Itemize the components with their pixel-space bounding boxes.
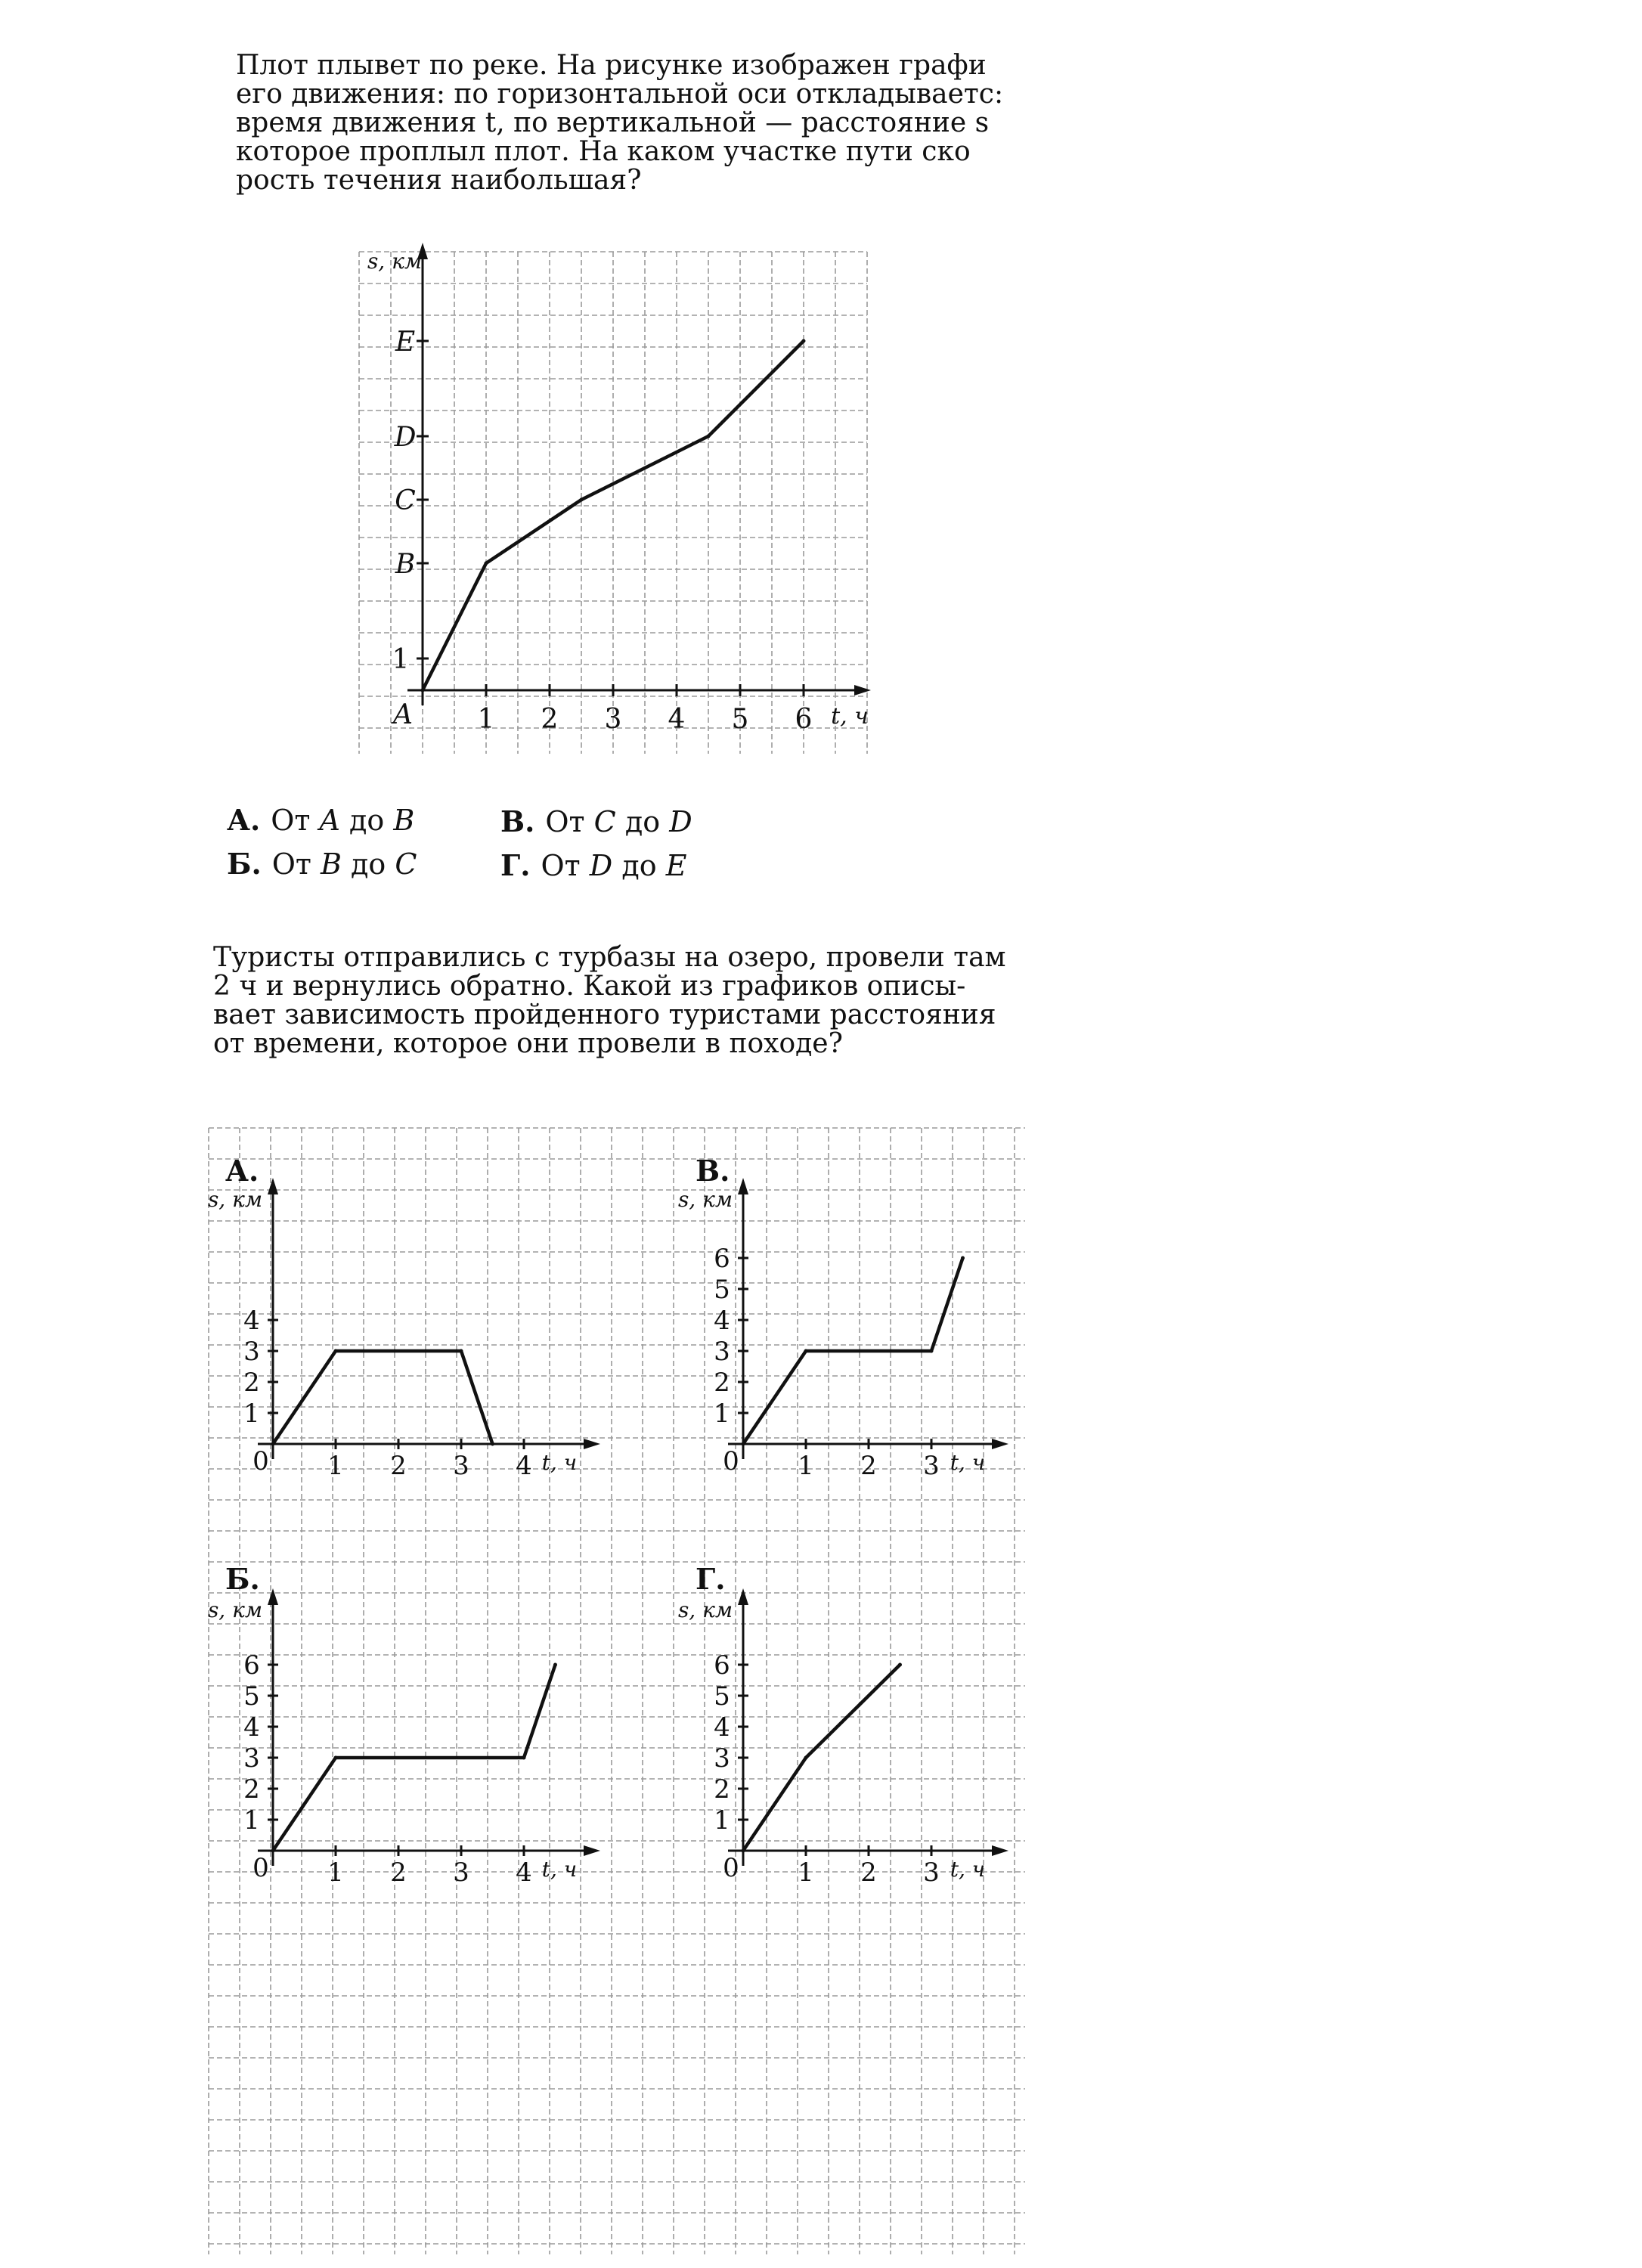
problem2-line: Туристы отправились с турбазы на озеро, провели там	[213, 943, 1006, 973]
y-tick-label: 2	[243, 1774, 260, 1805]
raft-point	[802, 339, 806, 343]
x-tick-label: 2	[390, 1857, 407, 1888]
option-b: Б. От B до C	[227, 847, 417, 881]
data-point	[460, 1349, 463, 1353]
y-tick-label: 1	[392, 644, 410, 675]
y-tick-label: 2	[243, 1368, 260, 1398]
tourist-chart-v	[678, 1154, 1008, 1481]
x-tick-label: 4	[516, 1451, 532, 1481]
tourist-chart-a	[208, 1154, 600, 1481]
origin-label: 0	[723, 1446, 739, 1476]
problem1-line: время движения t, по вертикальной — расстояние s	[236, 107, 990, 138]
y-axis-label: s, км	[677, 1597, 733, 1622]
panel-label: Б.	[225, 1562, 260, 1596]
x-axis-arrow	[584, 1845, 600, 1856]
y-tick-label: 1	[243, 1399, 260, 1429]
option-letter: Б.	[227, 847, 262, 881]
option-letter: В.	[500, 804, 535, 838]
y-tick-label: 3	[243, 1337, 260, 1367]
x-tick-label: 6	[795, 704, 813, 735]
problem1-line: Плот плывет по реке. На рисунке изображен графи	[236, 51, 987, 81]
y-tick-label: 5	[714, 1275, 730, 1305]
series-line	[273, 1665, 556, 1851]
y-tick-label: 6	[243, 1650, 260, 1681]
data-point	[742, 1849, 745, 1853]
x-axis-label: t, ч	[831, 703, 869, 730]
y-tick-label: 4	[714, 1306, 730, 1336]
y-axis-label: s, км	[207, 1597, 263, 1622]
point-label-b: B	[395, 549, 416, 580]
x-tick-label: 1	[798, 1451, 814, 1481]
problem1-line: его движения: по горизонтальной оси откладываетс:	[236, 79, 1004, 110]
option-a: А. От A до B	[227, 803, 415, 837]
x-tick-label: 3	[453, 1451, 469, 1481]
raft-grid	[359, 252, 867, 754]
option-g: Г. От D до E	[500, 848, 687, 882]
raft-point	[485, 562, 488, 565]
y-axis-arrow	[738, 1588, 748, 1605]
data-point	[334, 1756, 338, 1760]
x-tick-label: 4	[668, 704, 686, 735]
y-tick-label: 3	[714, 1337, 730, 1367]
x-axis-label: t, ч	[950, 1450, 986, 1475]
y-tick-label: 2	[714, 1368, 730, 1398]
y-axis-label: s, км	[367, 249, 423, 274]
y-tick-label: 6	[714, 1244, 730, 1274]
x-tick-label: 1	[327, 1857, 344, 1888]
y-tick-label: 1	[714, 1399, 730, 1429]
y-tick-label: 1	[714, 1805, 730, 1836]
x-axis-label: t, ч	[541, 1857, 578, 1882]
option-letter: А.	[227, 803, 261, 837]
data-point	[742, 1442, 745, 1446]
problem2-line: от времени, которое они провели в походе?	[213, 1028, 843, 1058]
origin-label: 0	[252, 1446, 269, 1476]
x-tick-label: 3	[453, 1857, 469, 1888]
y-tick-label: 6	[714, 1650, 730, 1681]
y-tick-label: 4	[714, 1712, 730, 1743]
x-tick-label: 3	[923, 1857, 940, 1888]
point-label-c: C	[395, 485, 416, 516]
y-axis-arrow	[268, 1588, 278, 1605]
raft-point	[421, 689, 425, 692]
option-letter: Г.	[500, 848, 531, 882]
x-tick-label: 1	[477, 704, 495, 735]
data-point	[491, 1442, 494, 1446]
y-tick-label: 2	[714, 1774, 730, 1805]
x-axis-arrow	[584, 1439, 600, 1449]
problem2-line: вает зависимость пройденного туристами расстояния	[213, 999, 996, 1030]
data-point	[930, 1349, 934, 1353]
raft-point	[580, 498, 584, 502]
data-point	[804, 1349, 808, 1353]
problem1-line: которое проплыл плот. На каком участке пути ско	[236, 136, 971, 167]
x-axis-arrow	[992, 1845, 1008, 1856]
data-point	[961, 1256, 965, 1260]
problem2-line: 2 ч и вернулись обратно. Какой из графиков описы-	[213, 971, 966, 1002]
raft-chart	[367, 243, 871, 735]
point-label-e: E	[395, 327, 416, 358]
x-axis-arrow	[854, 685, 871, 696]
series-line	[273, 1351, 493, 1444]
origin-label: 0	[252, 1853, 269, 1883]
x-tick-label: 2	[390, 1451, 407, 1481]
data-point	[271, 1442, 275, 1446]
data-point	[553, 1663, 557, 1667]
panel-label: Г.	[696, 1562, 726, 1596]
x-tick-label: 2	[860, 1451, 877, 1481]
y-tick-label: 5	[714, 1681, 730, 1712]
x-tick-label: 1	[798, 1857, 814, 1888]
x-tick-label: 4	[516, 1857, 532, 1888]
x-tick-label: 2	[541, 704, 559, 735]
x-tick-label: 3	[923, 1451, 940, 1481]
tourist-chart-b	[208, 1562, 600, 1888]
y-tick-label: 5	[243, 1681, 260, 1712]
origin-label: 0	[723, 1853, 739, 1883]
y-axis-arrow	[268, 1178, 278, 1194]
x-tick-label: 2	[860, 1857, 877, 1888]
data-point	[334, 1349, 338, 1353]
panel-label: А.	[225, 1154, 259, 1188]
y-axis-label: s, км	[677, 1187, 733, 1212]
data-point	[898, 1663, 902, 1667]
data-point	[522, 1756, 526, 1760]
x-axis-label: t, ч	[541, 1450, 578, 1475]
y-axis-arrow	[738, 1178, 748, 1194]
x-axis-arrow	[992, 1439, 1008, 1449]
option-v: В. От C до D	[500, 804, 692, 838]
y-tick-label: 1	[243, 1805, 260, 1836]
x-tick-label: 3	[604, 704, 622, 735]
panel-label: В.	[696, 1154, 730, 1188]
y-tick-label: 4	[243, 1306, 260, 1336]
tourists-grid	[209, 1128, 1025, 2254]
x-tick-label: 1	[327, 1451, 344, 1481]
origin-label: A	[393, 699, 413, 730]
point-label-d: D	[394, 422, 417, 453]
tourist-chart-g	[678, 1562, 1008, 1888]
data-point	[271, 1849, 275, 1853]
y-tick-label: 3	[714, 1743, 730, 1774]
data-point	[804, 1756, 808, 1760]
x-axis-label: t, ч	[950, 1857, 986, 1882]
raft-point	[707, 435, 711, 438]
y-tick-label: 4	[243, 1712, 260, 1743]
x-tick-label: 5	[731, 704, 749, 735]
y-tick-label: 3	[243, 1743, 260, 1774]
y-axis-label: s, км	[207, 1187, 263, 1212]
problem1-line: рость течения наибольшая?	[236, 165, 642, 195]
